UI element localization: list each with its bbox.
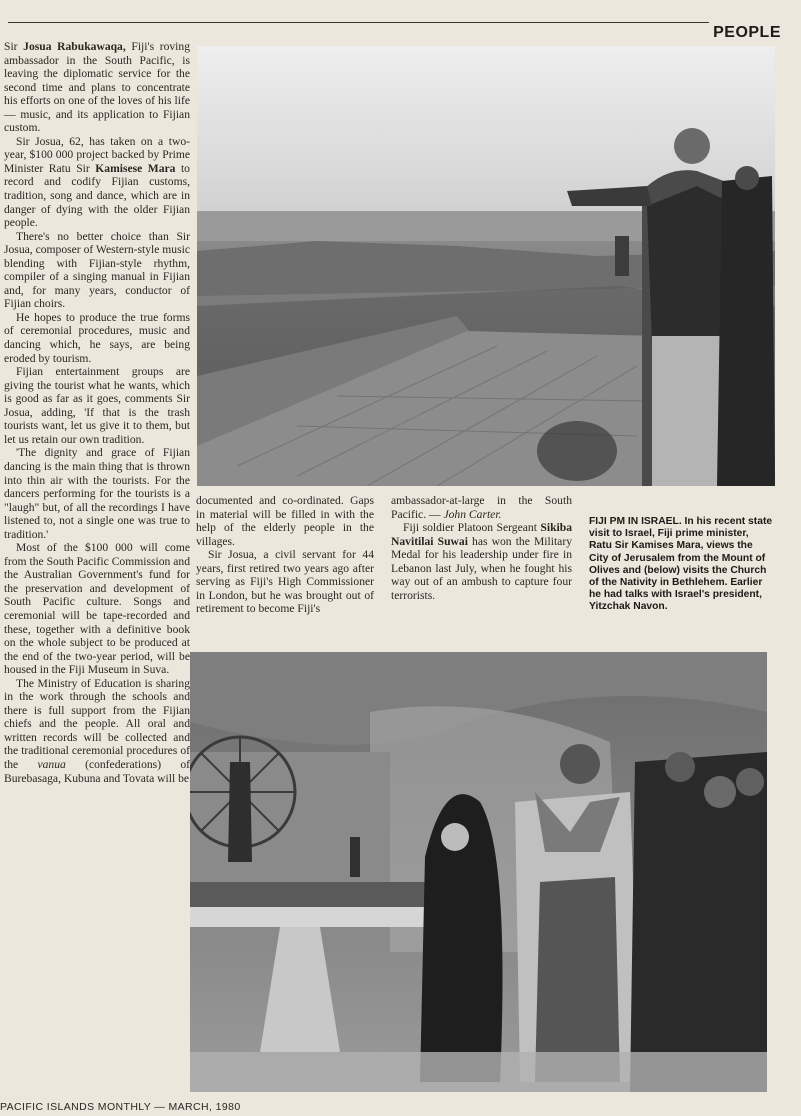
paragraph: Fiji soldier Platoon Sergeant Sikiba Navitilai Suwai has won the Military Medal for his leadership under fire in Lebanon last July, when he fought his way out of an ambush to capture four terrorists. [391, 521, 572, 602]
paragraph: 'The dignity and grace of Fijian dancing is the main thing that is thrown into thin air with the tourists. For the dancers performing for the tourists is a "laugh" but, of all the recordings I have listened to, not a single one was true to tradition.' [4, 446, 190, 541]
photo-jerusalem-view [197, 46, 775, 486]
paragraph: He hopes to produce the true forms of ceremonial procedures, music and dancing which, he says, are being eroded by tourism. [4, 310, 190, 365]
paragraph: The Ministry of Education is sharing in the work through the schools and there is full support from the Fijian chiefs and the people. All oral and written records will be collected and the traditional ceremonial procedures of the vanua (confederations) of Burebasaga, Kubuna and Tovata will be [4, 676, 190, 785]
paragraph: Sir Josua, 62, has taken on a two-year, $100 000 project backed by Prime Minister Ratu Sir Kamisese Mara to record and codify Fijian customs, tradition, song and dance, which are in danger of dying with the older Fijian people. [4, 134, 190, 230]
paragraph: ambassador-at-large in the South Pacific. — John Carter. [391, 494, 572, 521]
article-column-1 [0, 40, 190, 1086]
paragraph: Fijian entertainment groups are giving the tourist what he wants, which is good as far as it goes, comments Sir Josua, adding, 'If that is the trash tourists want, let us give it to them, but let us retain our own tradition. [4, 365, 190, 446]
paragraph: Sir Josua, a civil servant for 44 years, first retired two years ago after serving as Fiji's High Commissioner in London, but he was brought out of retirement to become Fiji's [196, 548, 374, 616]
paragraph: Most of the $100 000 will come from the South Pacific Commission and the Australian Government's fund for the preservation and development of South Pacific culture. Songs and ceremonial will be tape-recorded and these, together with a definitive book on the whole subject to be produced at the end of the two-year period, will be housed in the Fiji Museum in Suva. [4, 541, 190, 677]
paragraph: documented and co-ordinated. Gaps in material will be filled in with the help of the elderly people in the villages. [196, 494, 374, 548]
paragraph: Sir Josua Rabukawaqa, Fiji's roving ambassador in the South Pacific, is leaving the diplomatic service for the second time and plans to concentrate his efforts on one of the loves of his life — music, and its application to Fijian custom. [4, 40, 190, 135]
byline: John Carter. [443, 507, 502, 521]
page-footer: PACIFIC ISLANDS MONTHLY — MARCH, 1980 [0, 1101, 241, 1113]
article-column-3 [391, 494, 572, 602]
paragraph: There's no better choice than Sir Josua, composer of Western-style music blending with Fijian-style rhythm, compiler of a singing manual in Fijian and, for many years, conductor of Fijian choirs. [4, 229, 190, 311]
photo-caption: FIJI PM IN ISRAEL. In his recent state visit to Israel, Fiji prime minister, Ratu Sir Kamises Mara, views the City of Jerusalem from the Mount of Olives and (below) visits the Church of the Nativity in Bethlehem. Earlier he had talks with Israel's president, Yitzchak Navon. [589, 516, 773, 613]
header-rule [8, 22, 709, 23]
photo-church-of-nativity [190, 652, 767, 1092]
article-column-2 [196, 494, 374, 616]
section-label: PEOPLE [713, 24, 781, 41]
